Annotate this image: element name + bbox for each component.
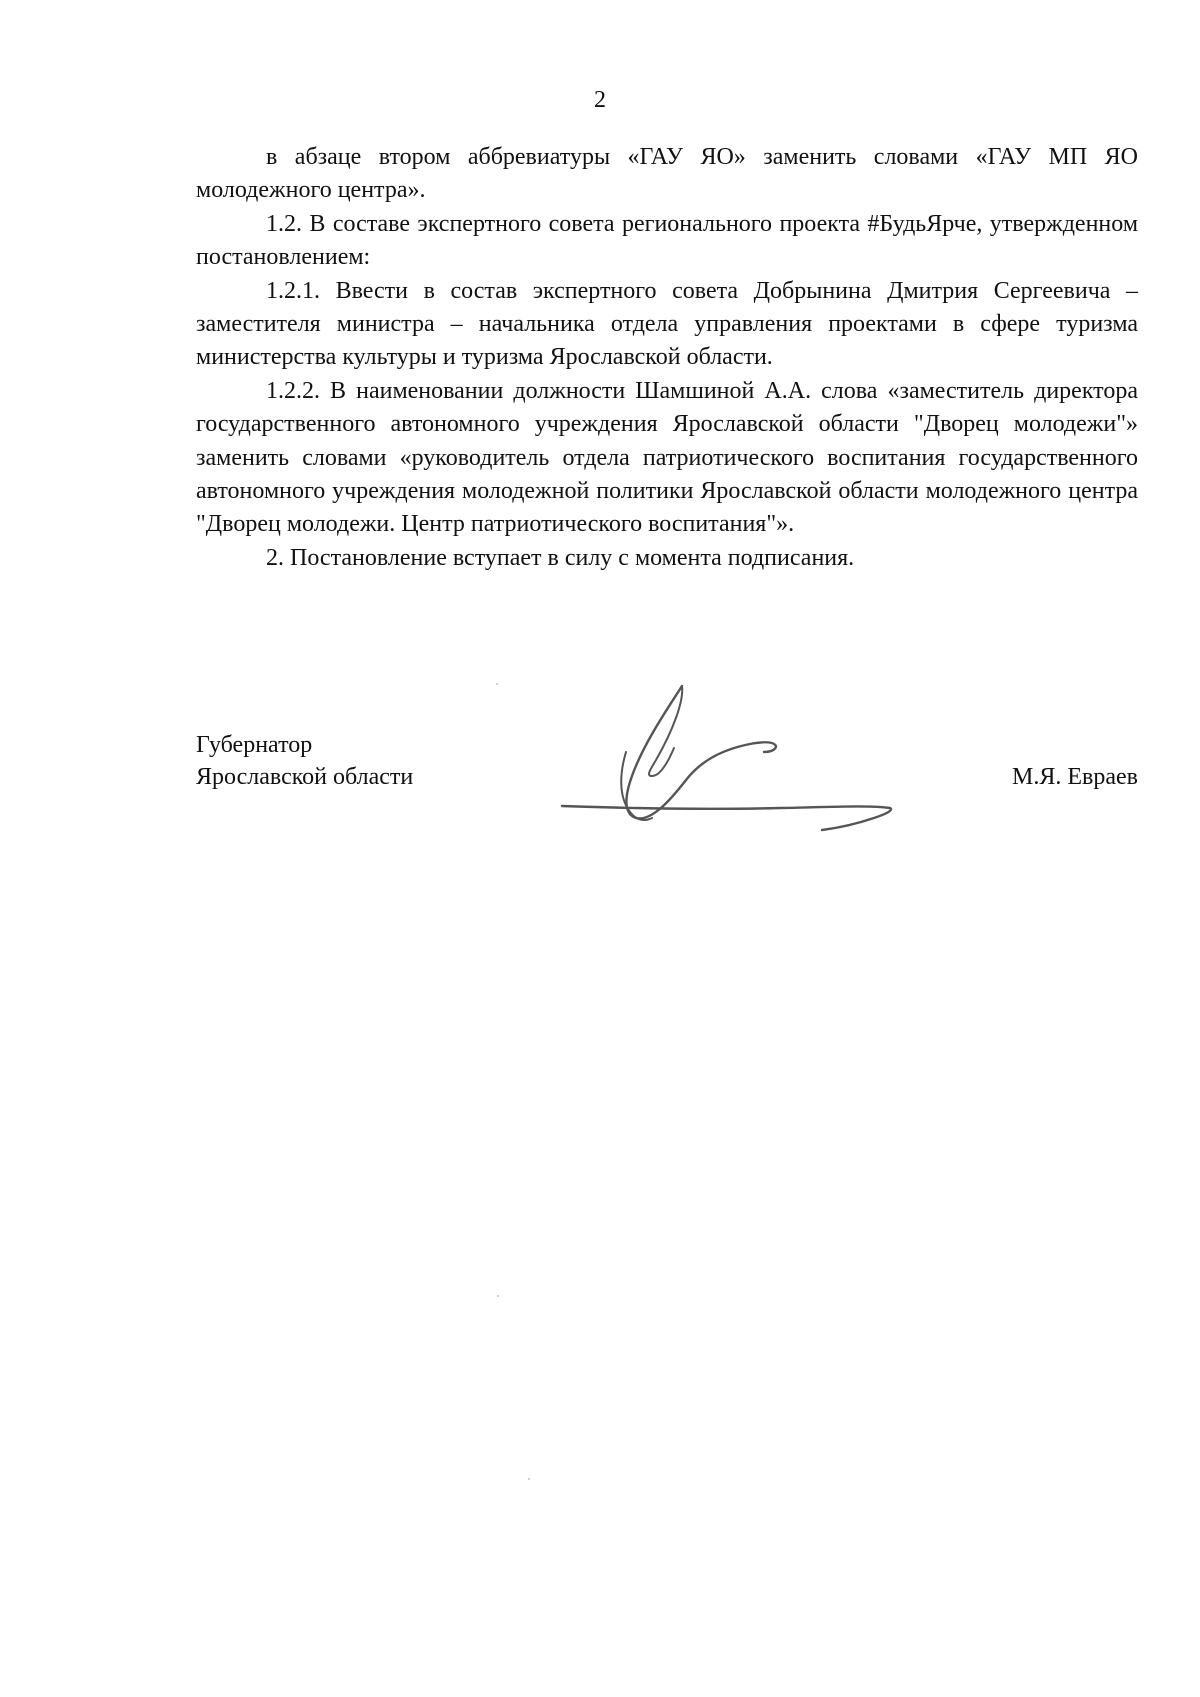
page-number: 2	[594, 87, 606, 113]
paragraph-add-member: 1.2.1. Ввести в состав экспертного совета Добрынина Дмитрия Сергеевича – заместителя министра – начальника отдела управления проектами в сфере туризма министерства культуры и туризма Ярославской области.	[196, 277, 1138, 371]
paragraph-effective-date: 2. Постановление вступает в силу с момента подписания.	[266, 544, 855, 571]
paragraph-position-rename: 1.2.2. В наименовании должности Шамшиной А.А. слова «заместитель директора государственного автономного учреждения Ярославской области "Дворец молодежи"» заменить словами «руководитель отдела патриотического воспитания государственного автономного учреждения молодежной политики Ярославской области молодежного центра "Дворец молодежи. Центр патриотического воспитания"».	[196, 377, 1138, 538]
signer-title-line1: Губернатор	[196, 732, 313, 758]
scan-speck	[496, 683, 498, 685]
document-body	[196, 141, 1138, 575]
signer-name: М.Я. Евраев	[1012, 764, 1138, 790]
scan-speck	[528, 1478, 530, 1480]
paragraph-expert-council: 1.2. В составе экспертного совета регионального проекта #БудьЯрче, утвержденном постановлением:	[196, 210, 1138, 271]
scan-speck	[497, 1295, 499, 1297]
handwritten-signature	[560, 672, 930, 842]
signer-title-line2: Ярославской области	[196, 764, 414, 790]
paragraph-abbreviation-replacement: в абзаце втором аббревиатуры «ГАУ ЯО» заменить словами «ГАУ МП ЯО молодежного центра».	[196, 144, 1138, 204]
